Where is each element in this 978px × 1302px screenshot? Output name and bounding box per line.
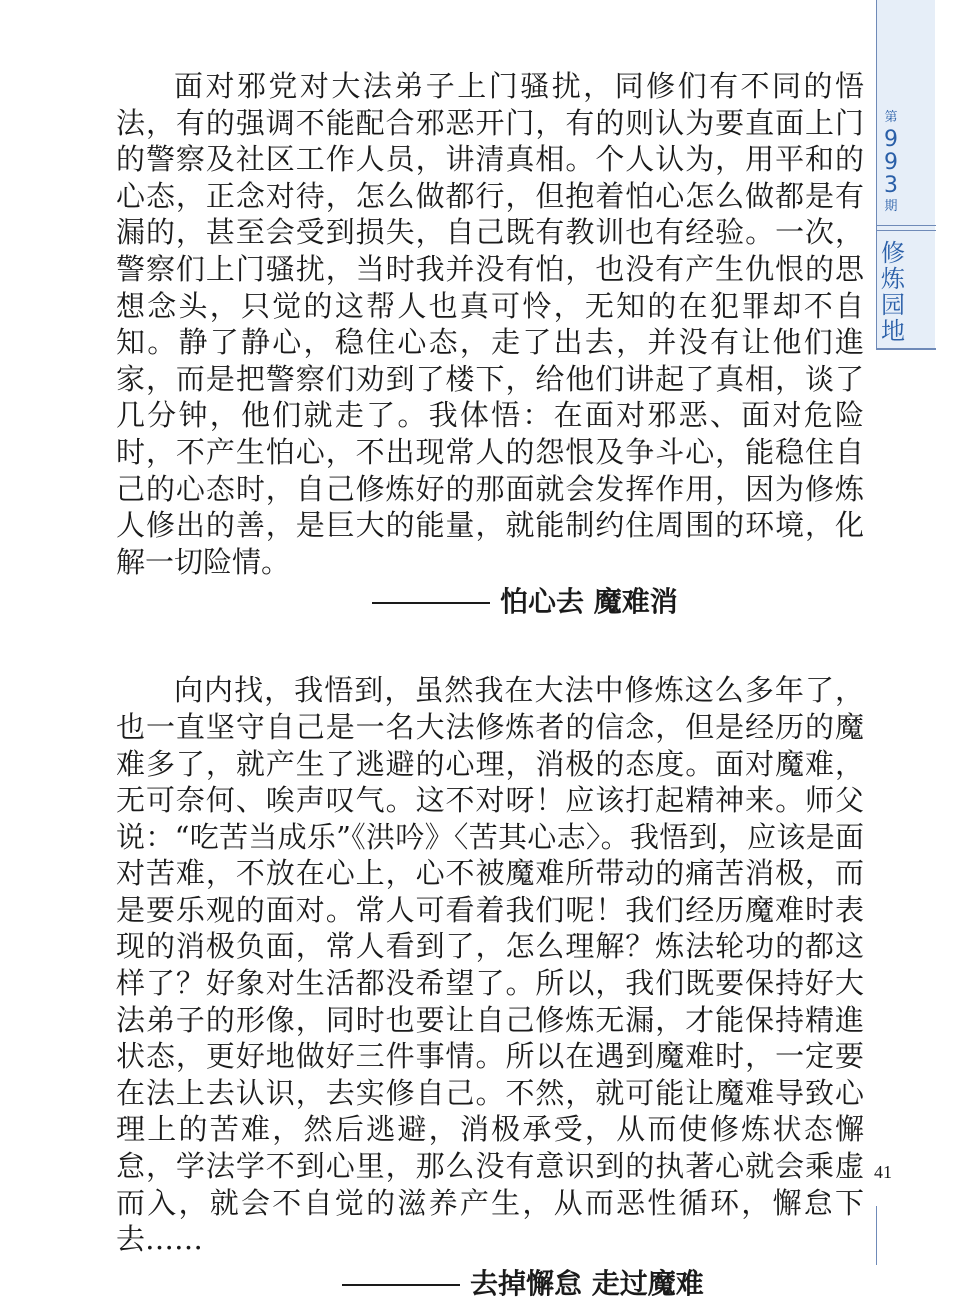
article-body — [116, 68, 864, 1302]
signature-dash — [372, 602, 490, 604]
sidebar-rule — [876, 230, 936, 231]
issue-digit: 3 — [884, 173, 898, 198]
page-number: 41 — [874, 1162, 892, 1182]
issue-suffix: 期 — [884, 199, 898, 214]
article-signature-1 — [372, 584, 864, 620]
issue-number — [876, 108, 906, 217]
column-title-char: 修 — [881, 239, 905, 267]
article-signature-2 — [342, 1266, 864, 1302]
article-paragraph-2: 向内找，我悟到，虽然我在大法中修炼这么多年了，也一直坚守自己是一名大法修炼者的信念，但是经历的魔难多了，就产生了逃避的心理，消极的态度。面对魔难，无可奈何、唉声叹气。这不对呀！应该打起精神来。师父说：“吃苦当成乐”《洪吟》〈苦其心志〉。我悟到，应该是面对苦难，不放在心上，心不被魔难所带动的痛苦消极，而是要乐观的面对。常人可看着我们呢！我们经历魔难时表现的消极负面，常人看到了，怎么理解？炼法轮功的都这样了？好象对生活都没希望了。所以，我们既要保持好大法弟子的形像，同时也要让自己修炼无漏，才能保持精進状态，更好地做好三件事情。所以在遇到魔难时，一定要在法上去认识，去实修自己。不然，就可能让魔难导致心理上的苦难，然后逃避，消极承受，从而使修炼状态懈怠，学法学不到心里，那么没有意识到的执著心就会乘虚而入，就会不自觉的滋养产生，从而恶性循环，懈怠下去…… — [116, 673, 864, 1257]
column-title — [876, 240, 910, 344]
margin-rule — [876, 1206, 877, 1265]
article-paragraph-1: 面对邪党对大法弟子上门骚扰，同修们有不同的悟法，有的强调不能配合邪恶开门，有的则认为要直面上门的警察及社区工作人员，讲清真相。个人认为，用平和的心态，正念对待，怎么做都行，但抱着怕心怎么做都是有漏的，甚至会受到损失，自己既有教训也有经验。一次，警察们上门骚扰，当时我并没有怕，也没有产生仇恨的思想念头，只觉的这帮人也真可怜，无知的在犯罪却不自知。静了静心，稳住心态，走了出去，并没有让他们進家，而是把警察们劝到了楼下，给他们讲起了真相，谈了几分钟，他们就走了。我体悟：在面对邪恶、面对危险时，不产生怕心，不出现常人的怨恨及争斗心，能稳住自己的心态时，自己修炼好的那面就会发挥作用，因为修炼人修出的善，是巨大的能量，就能制约住周围的环境，化解一切险情。 — [116, 69, 864, 579]
column-title-char: 炼 — [881, 265, 905, 293]
column-title-char: 地 — [881, 317, 905, 345]
sidebar-divider — [876, 348, 936, 350]
signature-text-1: 怕心去 魔难消 — [500, 585, 678, 619]
signature-dash — [342, 1284, 460, 1286]
issue-prefix: 第 — [884, 110, 898, 125]
signature-text-2: 去掉懈怠 走过魔难 — [470, 1266, 704, 1300]
issue-digit: 9 — [884, 127, 898, 152]
sidebar-rule — [876, 225, 936, 226]
issue-digit: 9 — [884, 150, 898, 175]
column-title-char: 园 — [881, 291, 905, 319]
